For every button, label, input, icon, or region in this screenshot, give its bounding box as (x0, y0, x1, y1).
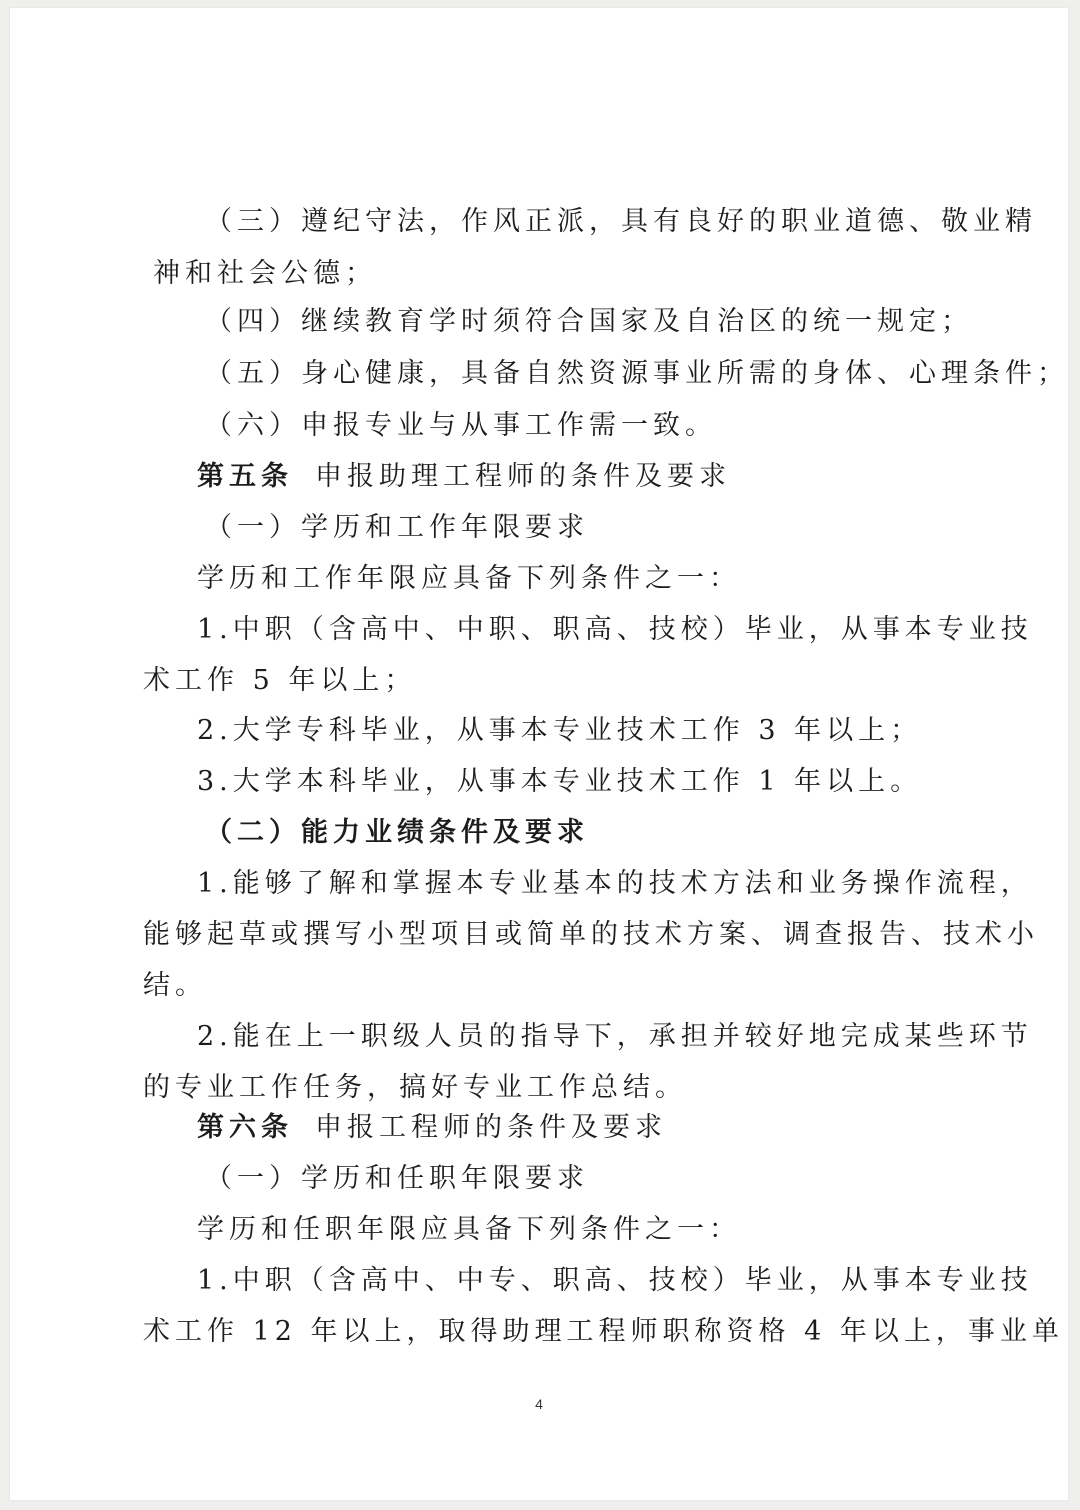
document-page (10, 8, 1068, 1500)
paragraph-line: （四）继续教育学时须符合国家及自治区的统一规定； (205, 306, 973, 337)
section-heading: （一）学历和工作年限要求 (205, 512, 589, 543)
section-heading-bold: （二）能力业绩条件及要求 (205, 817, 589, 848)
paragraph-line: 能够起草或撰写小型项目或简单的技术方案、调查报告、技术小 (143, 919, 1039, 950)
paragraph-line: 结。 (143, 970, 207, 1001)
paragraph-line: 1.中职（含高中、中专、职高、技校）毕业，从事本专业技 (197, 1265, 1033, 1296)
article-5-title: 申报助理工程师的条件及要求 (315, 461, 731, 492)
paragraph-line: （五）身心健康，具备自然资源事业所需的身体、心理条件； (205, 358, 1069, 389)
page-number: 4 (535, 1396, 543, 1412)
paragraph-line: 的专业工作任务，搞好专业工作总结。 (143, 1072, 687, 1103)
paragraph-line: 1.能够了解和掌握本专业基本的技术方法和业务操作流程， (197, 868, 1033, 899)
paragraph-line: 术工作 5 年以上； (143, 665, 417, 696)
paragraph-line: 学历和任职年限应具备下列条件之一： (197, 1214, 741, 1245)
paragraph-line: 2.大学专科毕业，从事本专业技术工作 3 年以上； (197, 715, 923, 746)
paragraph-line: 1.中职（含高中、中职、职高、技校）毕业，从事本专业技 (197, 614, 1033, 645)
article-5-label: 第五条 (197, 461, 293, 492)
paragraph-line: 术工作 12 年以上，取得助理工程师职称资格 4 年以上，事业单 (143, 1316, 1064, 1347)
article-6-heading (197, 1111, 667, 1145)
paragraph-line: （六）申报专业与从事工作需一致。 (205, 410, 717, 441)
paragraph-line: 神和社会公德； (153, 258, 377, 289)
section-heading: （一）学历和任职年限要求 (205, 1163, 589, 1194)
paragraph-line: 学历和工作年限应具备下列条件之一： (197, 563, 741, 594)
paragraph-line: 2.能在上一职级人员的指导下，承担并较好地完成某些环节 (197, 1021, 1033, 1052)
article-6-label: 第六条 (197, 1112, 293, 1143)
article-5-heading (197, 460, 731, 494)
paragraph-line: 3.大学本科毕业，从事本专业技术工作 1 年以上。 (197, 766, 923, 797)
article-6-title: 申报工程师的条件及要求 (315, 1112, 667, 1143)
paragraph-line: （三）遵纪守法，作风正派，具有良好的职业道德、敬业精 (205, 206, 1037, 237)
